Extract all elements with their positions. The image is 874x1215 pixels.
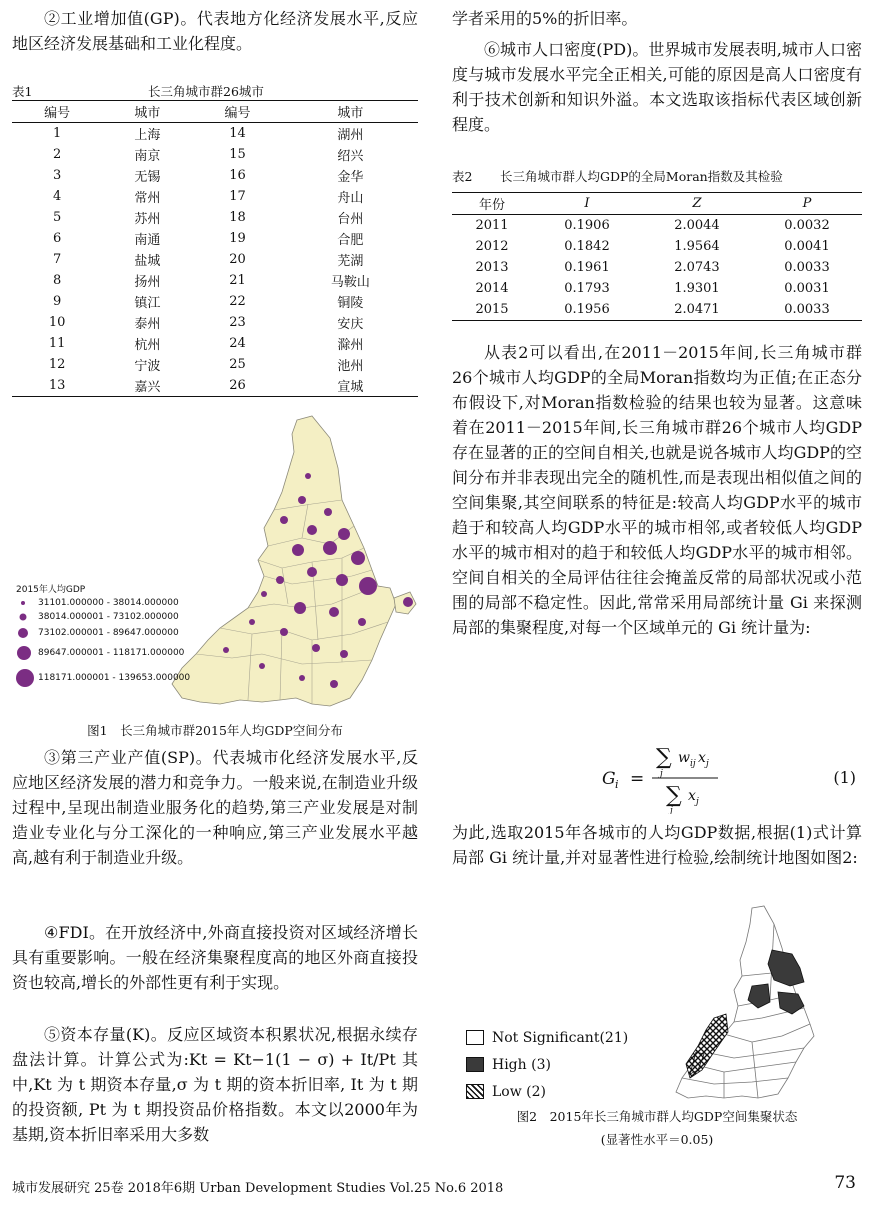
table2-title — [452, 167, 862, 185]
legend-dot-xs — [16, 598, 38, 608]
paragraph-moran: 从表2可以看出,在2011－2015年间,长三角城市群26个城市人均GDP的全局Moran指数均为正值;在正态分布假设下,对Moran指数检验的结果也较为显著。这意味着在2011－2015年间,长三角城市群26个城市人均GDP存在显著的正的空间自相关,也就是说各城市人均GDP的空间分布并非表现出完全的随机性,而是表现出相似值之间的空间集聚,其空间联系的特征是:较高人均GDP水平的城市趋于和较高人均GDP水平的城市相邻,或者较低人均GDP水平的城市相对的趋于和较低人均GDP水平的城市相邻。空间自相关的全局评估往往会掩盖反常的局部状况或小范围的局部不稳定性。因此,常常采用局部统计量 Gi 来探测局部的集聚程度,对每一个区域单元的 Gi 统计量为: — [452, 343, 862, 637]
city-gdp-dot — [336, 574, 348, 586]
table1-body — [12, 123, 418, 397]
table-cell: 25 — [229, 357, 246, 372]
legend-item — [16, 667, 190, 689]
map1-legend — [16, 582, 190, 692]
legend-label: 73102.000001 - 89647.000000 — [38, 628, 179, 638]
table-cell: 0.0041 — [784, 239, 830, 254]
table-cell: 铜陵 — [337, 296, 364, 311]
city-gdp-dot — [359, 577, 377, 595]
city-gdp-dot — [323, 541, 337, 555]
svg-text:i: i — [615, 778, 619, 791]
svg-text:j: j — [660, 769, 663, 779]
table-cell: 12 — [48, 357, 66, 372]
legend-label: Low (2) — [492, 1083, 546, 1100]
table-row — [12, 207, 418, 228]
svg-text:j: j — [706, 759, 709, 769]
table-header-cell: P — [802, 196, 812, 211]
table-cell: 苏州 — [134, 212, 161, 227]
table-cell: 1 — [52, 126, 62, 141]
table-cell: 9 — [52, 294, 62, 309]
table-cell: 26 — [229, 378, 246, 393]
city-gdp-dot — [261, 591, 267, 597]
city-gdp-dot — [324, 508, 332, 516]
svg-text:∑: ∑ — [666, 783, 682, 808]
table-cell: 6 — [52, 231, 62, 246]
paragraph-gp: ②工业增加值(GP)。代表地方化经济发展水平,反应地区经济发展基础和工业化程度。 — [12, 9, 418, 53]
table2-grid — [452, 192, 862, 321]
table-row — [12, 186, 418, 207]
table1 — [12, 82, 418, 397]
table-cell: 2.0471 — [674, 302, 720, 317]
table-row — [12, 354, 418, 375]
city-gdp-dot — [298, 496, 306, 504]
table-header-cell: I — [584, 196, 590, 211]
table-cell: 16 — [229, 168, 246, 183]
table-cell: 马鞍山 — [330, 275, 370, 290]
table-header-cell: 城市 — [134, 106, 161, 121]
city-gdp-dot — [338, 528, 350, 540]
table-row — [12, 123, 418, 145]
table-cell: 10 — [48, 315, 66, 330]
table-header-cell: 编号 — [224, 106, 251, 121]
svg-text:x: x — [698, 750, 706, 766]
table-cell: 3 — [52, 168, 62, 183]
table-cell: 2011 — [475, 218, 509, 233]
table-header-row — [12, 101, 418, 123]
legend-dot-l — [16, 644, 38, 662]
paragraph-after-formula: 为此,选取2015年各城市的人均GDP数据,根据(1)式计算局部 Gi 统计量,并对显著性进行检验,绘制统计地图如图2: — [452, 823, 862, 867]
svg-text:w: w — [678, 750, 690, 766]
paragraph-capital: ⑤资本存量(K)。反应区域资本积累状况,根据永续存盘法计算。计算公式为:Kt = Kt−1(1 − σ) + It/Pt 其中,Kt 为 t 期资本存量,σ 为 t 期的资本折旧率, It 为 t 期的投资额, Pt 为 t 期投资品价格指数。本文以2000年为基期,资本折旧率采用大多数 — [12, 1025, 418, 1144]
city-gdp-dot — [280, 516, 288, 524]
legend-item — [16, 626, 190, 640]
paragraph-continued: 学者采用的5%的折旧率。 — [452, 9, 638, 28]
table-cell: 17 — [229, 189, 246, 204]
table-cell: 1.9301 — [674, 281, 720, 296]
map2-legend — [466, 1024, 628, 1105]
svg-text:=: = — [630, 769, 645, 789]
table-header-row — [452, 193, 862, 215]
table-header-cell: 年份 — [478, 198, 505, 213]
table-cell: 23 — [229, 315, 246, 330]
svg-text:j: j — [696, 797, 699, 807]
city-gdp-dot — [259, 663, 265, 669]
table-row — [12, 144, 418, 165]
table-cell: 扬州 — [134, 275, 161, 290]
legend-label: Not Significant(21) — [492, 1029, 629, 1046]
figure2-caption: 图2 2015年长三角城市群人均GDP空间集聚状态 — [516, 1109, 798, 1124]
table-cell: 0.0033 — [784, 260, 830, 275]
table-cell: 2014 — [475, 281, 509, 296]
legend-label: 31101.000000 - 38014.000000 — [38, 598, 179, 608]
legend-dot-m — [16, 626, 38, 640]
table-cell: 宁波 — [134, 359, 161, 374]
legend-item — [466, 1024, 628, 1051]
legend-item — [16, 644, 190, 662]
table-cell: 0.0031 — [784, 281, 830, 296]
table-cell: 20 — [229, 252, 246, 267]
table1-title — [12, 82, 418, 100]
formula-number: (1) — [833, 768, 856, 787]
figure2-subcaption: (显著性水平＝0.05) — [600, 1132, 714, 1147]
table-cell: 0.1842 — [564, 239, 610, 254]
legend-item — [466, 1078, 628, 1105]
table-cell: 台州 — [337, 212, 364, 227]
table2-number: 表2 — [452, 169, 473, 184]
city-gdp-dot — [330, 680, 338, 688]
table-cell: 24 — [229, 336, 246, 351]
table-cell: 2.0743 — [674, 260, 720, 275]
table-cell: 金华 — [337, 170, 364, 185]
table-cell: 8 — [52, 273, 62, 288]
table-cell: 0.1906 — [564, 218, 610, 233]
city-gdp-dot — [305, 473, 311, 479]
table1-grid — [12, 100, 418, 397]
table2-caption: 长三角城市群人均GDP的全局Moran指数及其检验 — [500, 169, 783, 184]
svg-text:j: j — [670, 806, 673, 814]
city-gdp-dot — [294, 602, 306, 614]
legend-label: High (3) — [492, 1056, 551, 1073]
paragraph-pd: ⑥城市人口密度(PD)。世界城市发展表明,城市人口密度与城市发展水平完全正相关,可能的原因是高人口密度有利于技术创新和知识外溢。本文选取该指标代表区域创新程度。 — [452, 40, 862, 134]
city-gdp-dot — [249, 619, 255, 625]
table-cell: 舟山 — [337, 191, 364, 206]
city-gdp-dot — [312, 644, 320, 652]
table-row — [12, 333, 418, 354]
city-gdp-dot — [307, 567, 317, 577]
legend-item — [16, 598, 190, 608]
legend-label: 89647.000001 - 118171.000000 — [38, 648, 185, 658]
table-cell: 19 — [229, 231, 246, 246]
table-cell: 0.1961 — [564, 260, 610, 275]
table-row — [452, 215, 862, 237]
table-cell: 0.1956 — [564, 302, 610, 317]
table-cell: 22 — [229, 294, 246, 309]
table-cell: 11 — [48, 336, 66, 351]
table-row — [452, 236, 862, 257]
table-cell: 2013 — [475, 260, 509, 275]
city-gdp-dot — [299, 675, 305, 681]
table-row — [12, 270, 418, 291]
legend-label: 118171.000001 - 139653.000000 — [38, 673, 191, 683]
legend-dot-xl — [16, 667, 38, 689]
formula-gi-graphic — [452, 738, 862, 814]
legend-label: 38014.000001 - 73102.000000 — [38, 612, 179, 622]
table-cell: 0.0033 — [784, 302, 830, 317]
city-gdp-dot — [358, 618, 366, 626]
table-cell: 杭州 — [134, 338, 161, 353]
table-cell: 7 — [52, 252, 62, 267]
table-cell: 1.9564 — [674, 239, 720, 254]
city-gdp-dot — [280, 628, 288, 636]
figure2 — [452, 902, 862, 1102]
table-row — [12, 375, 418, 397]
table-cell: 嘉兴 — [134, 380, 161, 395]
table-cell: 0.0032 — [784, 218, 830, 233]
table-cell: 21 — [229, 273, 246, 288]
table-cell: 14 — [229, 126, 246, 141]
table-cell: 绍兴 — [337, 149, 364, 164]
table-cell: 4 — [52, 189, 62, 204]
table-cell: 镇江 — [134, 296, 161, 311]
table-cell: 盐城 — [134, 254, 161, 269]
table-cell: 合肥 — [337, 233, 364, 248]
table-cell: 安庆 — [337, 317, 364, 332]
table-cell: 池州 — [337, 359, 364, 374]
table2-body — [452, 215, 862, 321]
legend-item — [466, 1051, 628, 1078]
table-header-cell: Z — [692, 196, 702, 211]
city-gdp-dot — [292, 544, 304, 556]
table-row — [12, 312, 418, 333]
journal-footer: 城市发展研究 25卷 2018年6期 Urban Development Studies Vol.25 No.6 2018 — [12, 1181, 504, 1196]
table-row — [12, 165, 418, 186]
table-cell: 无锡 — [134, 170, 161, 185]
table-cell: 滁州 — [337, 338, 364, 353]
table-cell: 2015 — [475, 302, 509, 317]
table-row — [12, 291, 418, 312]
figure1-caption: 图1 长三角城市群2015年人均GDP空间分布 — [87, 723, 343, 738]
paragraph-sp: ③第三产业产值(SP)。代表城市化经济发展水平,反应地区经济发展的潜力和竞争力。一般来说,在制造业升级过程中,呈现出制造业服务化的趋势,第三产业发展是对制造业专业化与分工深化的一种响应,第三产业发展水平越高,越有利于制造业升级。 — [12, 748, 418, 867]
table-cell: 15 — [229, 147, 246, 162]
table-cell: 上海 — [134, 128, 161, 143]
table-cell: 5 — [52, 210, 62, 225]
table-header-cell: 城市 — [337, 106, 364, 121]
table-cell: 湖州 — [337, 128, 364, 143]
table-cell: 0.1793 — [564, 281, 610, 296]
table-cell: 芜湖 — [337, 254, 364, 269]
table-row — [452, 299, 862, 321]
city-gdp-dot — [276, 576, 284, 584]
legend-item — [16, 611, 190, 623]
page-number: 73 — [834, 1173, 856, 1193]
legend-swatch-not-significant — [466, 1030, 484, 1045]
table1-caption: 长三角城市群26城市 — [148, 84, 264, 99]
table-cell: 常州 — [134, 191, 161, 206]
table-row — [452, 257, 862, 278]
city-gdp-dot — [340, 650, 348, 658]
city-gdp-dot — [403, 597, 413, 607]
table-row — [12, 249, 418, 270]
table1-number: 表1 — [12, 84, 33, 99]
city-gdp-dot — [307, 525, 317, 535]
table-row — [452, 278, 862, 299]
table-header-cell: 编号 — [44, 106, 71, 121]
legend-dot-s — [16, 611, 38, 623]
table-cell: 南京 — [134, 149, 161, 164]
figure1 — [12, 408, 418, 710]
table-cell: 南通 — [134, 233, 161, 248]
legend-swatch-high — [466, 1057, 484, 1072]
svg-text:G: G — [602, 769, 616, 789]
formula-gi — [452, 738, 862, 814]
table2 — [452, 167, 862, 321]
table-cell: 18 — [229, 210, 246, 225]
table-cell: 2012 — [475, 239, 509, 254]
paragraph-fdi: ④FDI。在开放经济中,外商直接投资对区域经济增长具有重要影响。一般在经济集聚程度高的地区外商直接投资也较高,增长的外部性更有利于实现。 — [12, 923, 418, 992]
table-row — [12, 228, 418, 249]
svg-text:ij: ij — [690, 759, 696, 769]
table-cell: 13 — [48, 378, 66, 393]
city-gdp-dot — [223, 647, 229, 653]
city-gdp-dot — [329, 607, 339, 617]
map1-legend-title: 2015年人均GDP — [16, 585, 86, 595]
table-cell: 2.0044 — [674, 218, 720, 233]
table-cell: 宣城 — [337, 380, 364, 395]
city-gdp-dot — [351, 551, 365, 565]
table-cell: 2 — [52, 147, 62, 162]
legend-swatch-low — [466, 1084, 484, 1099]
svg-text:∑: ∑ — [656, 745, 672, 770]
table-cell: 泰州 — [134, 317, 161, 332]
svg-text:x: x — [688, 788, 696, 804]
